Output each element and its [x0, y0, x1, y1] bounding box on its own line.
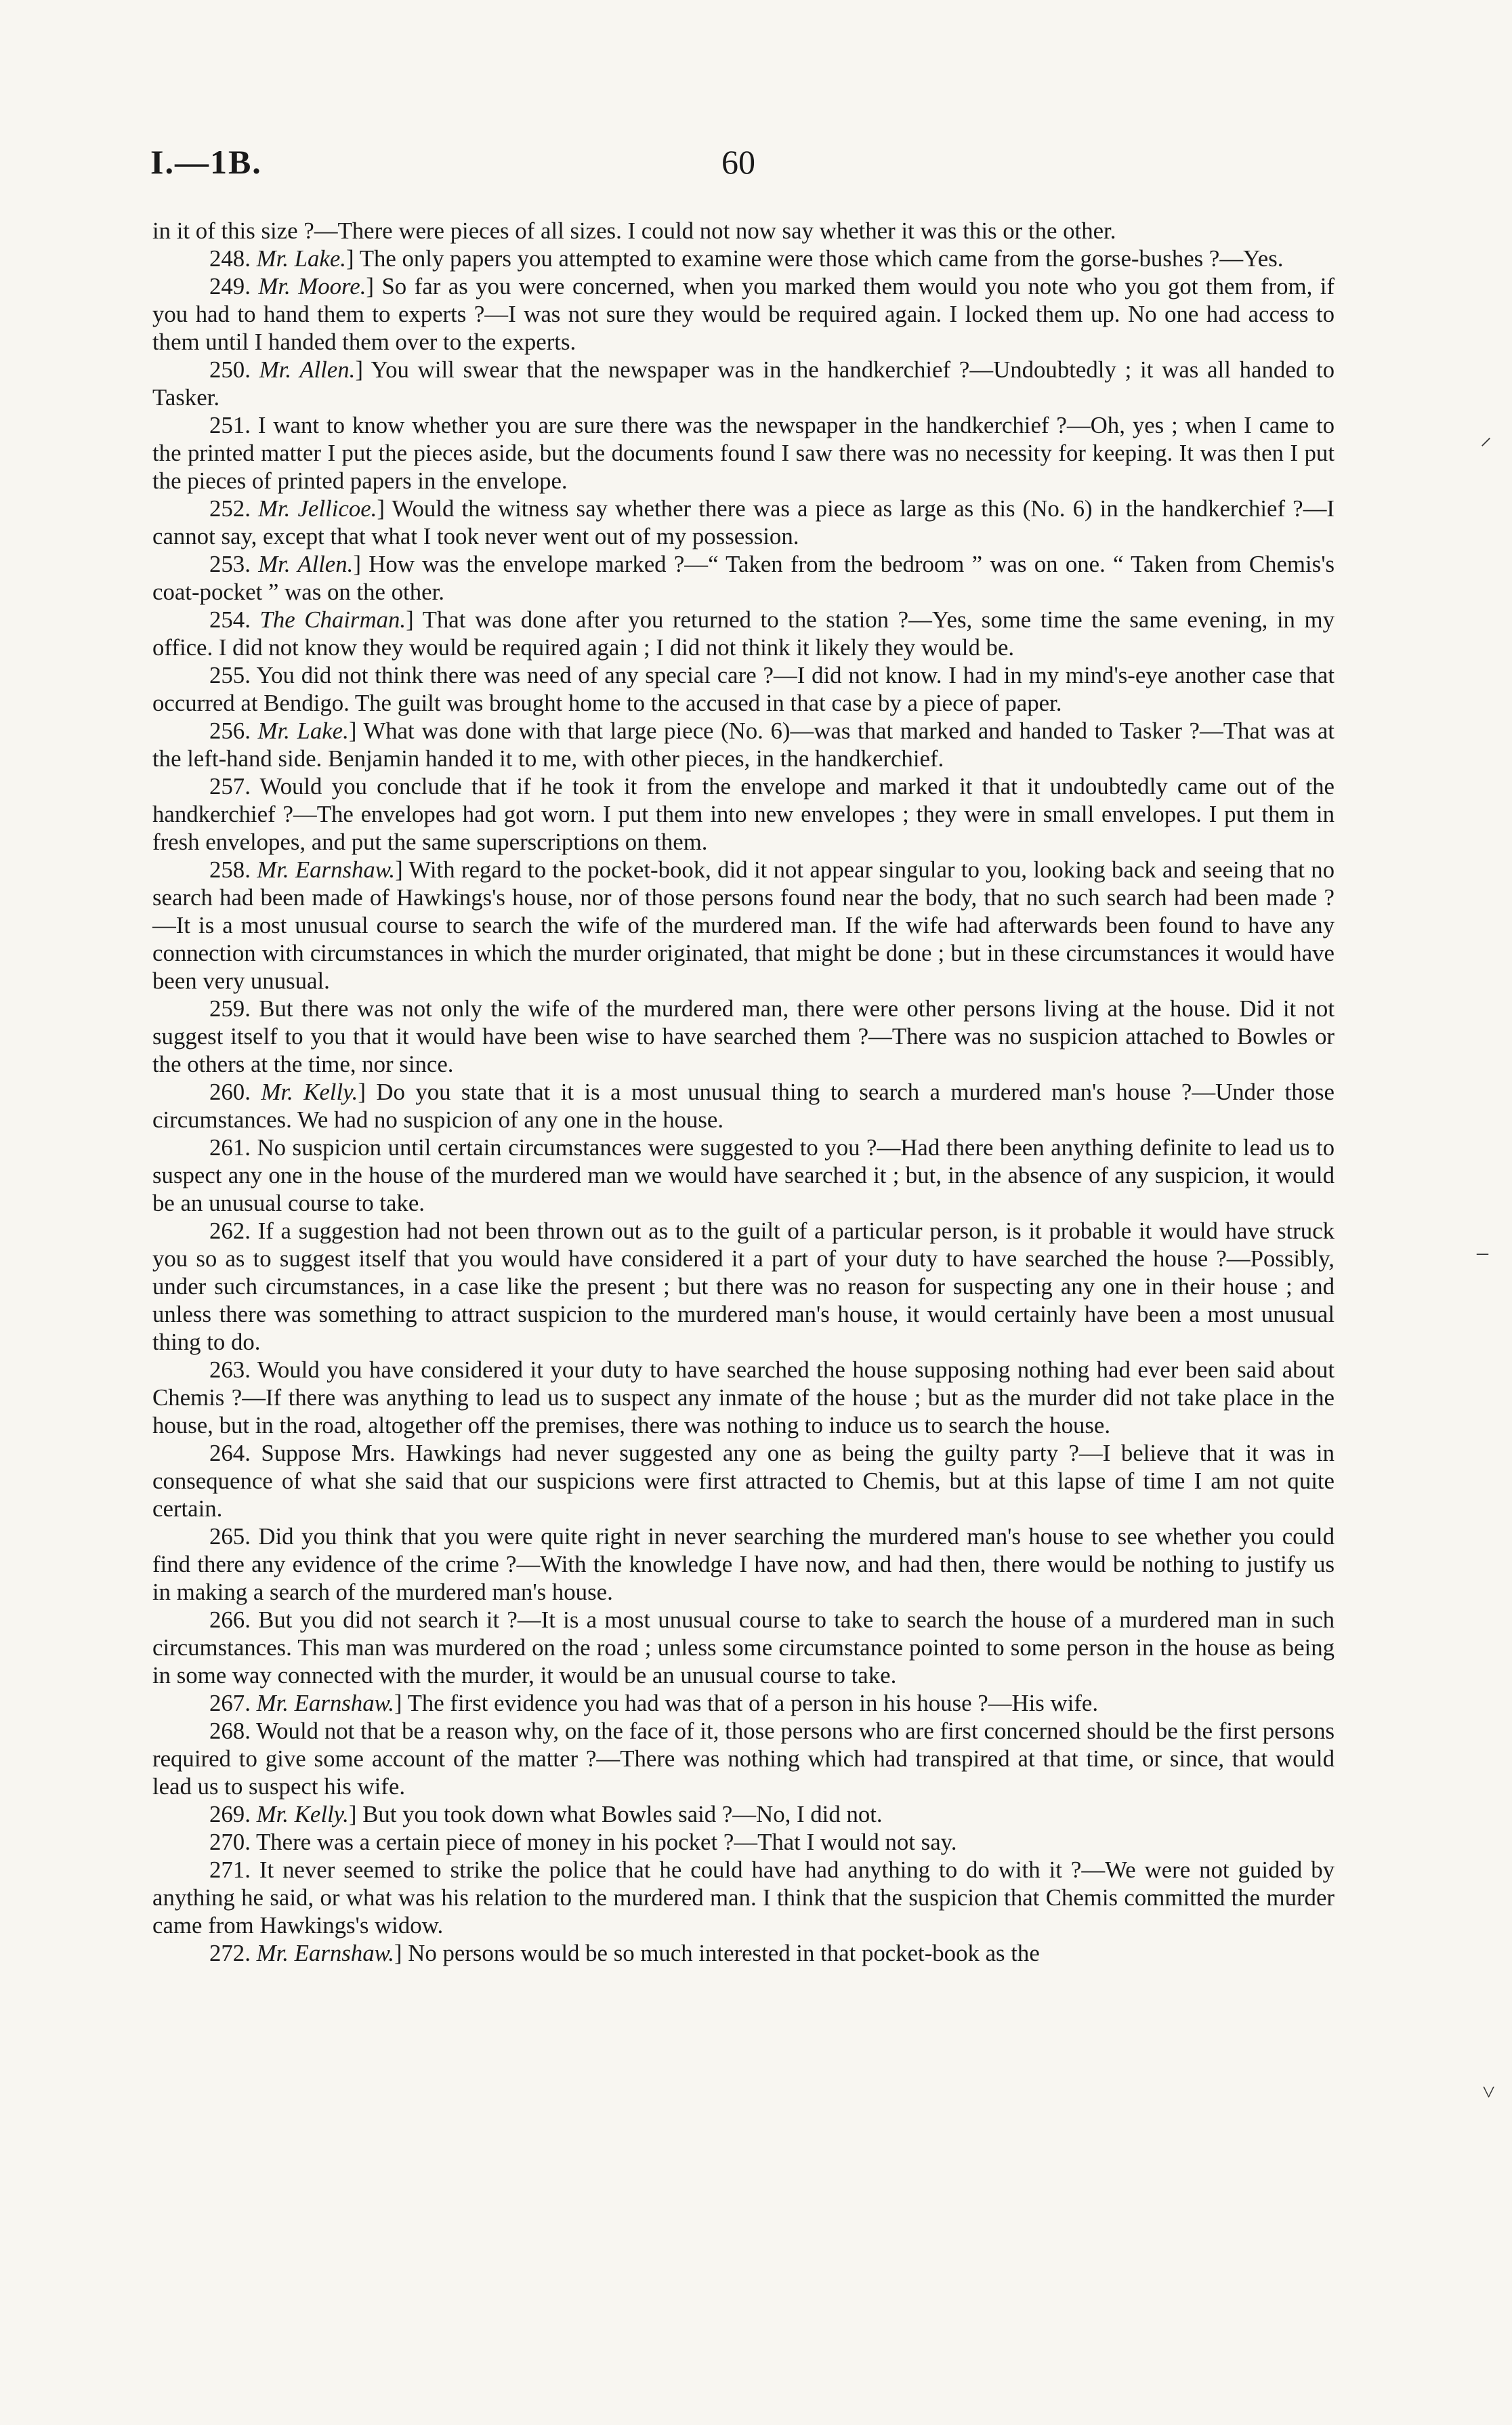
question-paragraph: 252. Mr. Jellicoe.] Would the witness say whether there was a piece as large as this (No. 6) in the handkerchief ?—I cannot say, except that what I took never went out of my possession. — [152, 495, 1335, 550]
speaker-name: Mr. Kelly. — [261, 1079, 358, 1105]
question-number: 251. — [209, 412, 258, 438]
question-paragraph — [152, 772, 1335, 856]
speaker-name: Mr. Moore. — [258, 273, 366, 299]
question-text: There was a certain piece of money in his pocket ?—That I would not say. — [255, 1829, 957, 1855]
question-text: You will swear that the newspaper was in the handkerchief ?—Undoubtedly ; it was all handed to Tasker. — [152, 356, 1335, 411]
speaker-name: Mr. Allen. — [259, 356, 356, 383]
question-paragraph — [152, 217, 1335, 245]
margin-mark: ˅ — [1482, 2080, 1496, 2105]
question-text: The first evidence you had was that of a person in his house ?—His wife. — [407, 1690, 1099, 1716]
speaker-name: Mr. Jellicoe. — [258, 495, 377, 522]
question-number: 272. — [209, 1940, 257, 1966]
question-text: No suspicion until certain circumstances were suggested to you ?—Had there been anything definite to lead us to suspect any one in the house of the murdered man we would have searched it ; but, in the absence of any suspicion, it would be an unusual course to take. — [152, 1134, 1335, 1216]
question-paragraph: 250. Mr. Allen.] You will swear that the newspaper was in the handkerchief ?—Undoubtedly ; it was all handed to Tasker. — [152, 356, 1335, 411]
document-page — [152, 142, 1335, 1967]
question-number: 255. — [209, 662, 257, 688]
question-number: 259. — [209, 995, 259, 1022]
question-number: 266. — [209, 1607, 259, 1633]
question-number: 269. — [209, 1801, 257, 1827]
question-number: 265. — [209, 1523, 259, 1550]
question-text: If a suggestion had not been thrown out as to the guilt of a particular person, is it probable it would have struck you so as to suggest itself that you would have considered it a part of your duty to have searched the house ?—Possibly, under such circumstances, in a case like the present ; but there was no reason for suspecting any one in their house ; and unless there was something to attract suspicion to the murdered man's house, it would certainly have been a most unusual thing to do. — [152, 1218, 1335, 1355]
question-text: I want to know whether you are sure there was the newspaper in the handkerchief ?—Oh, yes ; when I came to the printed matter I put the pieces aside, but the documents found I saw there was no necessity for keeping. It was then I put the pieces of printed papers in the envelope. — [152, 412, 1335, 494]
question-paragraph — [152, 1217, 1335, 1356]
question-text: How was the envelope marked ?—“ Taken from the bedroom ” was on one. “ Taken from Chemis's coat-pocket ” was on the other. — [152, 551, 1335, 605]
question-paragraph: 267. Mr. Earnshaw.] The first evidence you had was that of a person in his house ?—His wife. — [209, 1690, 1099, 1716]
question-text: Suppose Mrs. Hawkings had never suggested any one as being the guilty party ?—I believe that it was in consequence of what she said that our suspicions were first attracted to Chemis, but at this lapse of time I am not quite certain. — [152, 1440, 1335, 1522]
question-paragraph — [152, 1356, 1335, 1439]
question-paragraph — [152, 1439, 1335, 1522]
question-paragraph: 269. Mr. Kelly.] But you took down what Bowles said ?—No, I did not. — [209, 1801, 883, 1827]
speaker-name: Mr. Lake. — [257, 718, 349, 744]
question-paragraph: 253. Mr. Allen.] How was the envelope marked ?—“ Taken from the bedroom ” was on one. “ Taken from Chemis's coat-pocket ” was on the other. — [152, 551, 1335, 605]
question-text: Did you think that you were quite right in never searching the murdered man's house to see whether you could find there any evidence of the crime ?—With the knowledge I have now, and had then, there would be nothing to justify us in making a search of the murdered man's house. — [152, 1523, 1335, 1605]
question-text: With regard to the pocket-book, did it not appear singular to you, looking back and seeing that no search had been made of Hawkings's house, nor of those persons found near the body, that no such search had been made ?—It is a most unusual course to search the wife of the murdered man. If the wife had afterwards been found to have any connection with circumstances in which the murder originated, that might be done ; but in these circumstances it would have been very unusual. — [152, 856, 1335, 994]
question-text: Do you state that it is a most unusual thing to search a murdered man's house ?—Under those circumstances. We had no suspicion of any one in the house. — [152, 1079, 1335, 1133]
question-text: That was done after you returned to the station ?—Yes, some time the same evening, in my office. I did not know they would be required again ; I did not think it likely they would be. — [152, 606, 1335, 661]
question-number: 270. — [209, 1829, 256, 1855]
speaker-name: Mr. Lake. — [256, 245, 347, 272]
question-text: But you did not search it ?—It is a most unusual course to take to search the house of a murdered man in such circumstances. This man was murdered on the road ; unless some circumstance pointed to some person in the house as being in some way connected with the murder, it would be an unusual course to take. — [152, 1607, 1335, 1688]
question-number: 264. — [209, 1440, 261, 1466]
question-number: 254. — [209, 606, 260, 633]
margin-mark: – — [1477, 1240, 1488, 1265]
question-paragraph — [152, 661, 1335, 717]
question-paragraph — [152, 1522, 1335, 1606]
document-reference: I.—1B. — [150, 143, 262, 181]
page-header — [152, 142, 1335, 196]
question-text: Would the witness say whether there was a piece as large as this (No. 6) in the handkerchief ?—I cannot say, except that what I took never went out of my possession. — [152, 495, 1335, 550]
question-text: You did not think there was need of any special care ?—I did not know. I had in my mind's-eye another case that occurred at Bendigo. The guilt was brought home to the accused in that case by a piece of paper. — [152, 662, 1335, 716]
question-number: 257. — [209, 773, 260, 800]
question-paragraph: 272. Mr. Earnshaw.] No persons would be so much interested in that pocket-book as the — [209, 1940, 1040, 1966]
speaker-name: Mr. Kelly. — [256, 1801, 349, 1827]
question-text: But there was not only the wife of the murdered man, there were other persons living at the house. Did it not suggest itself to you that it would have been wise to have searched them ?—There was no suspicion attached to Bowles or the others at the time, nor since. — [152, 995, 1335, 1077]
question-number: 258. — [209, 856, 257, 883]
question-paragraph: 249. Mr. Moore.] So far as you were concerned, when you marked them would you note who you got them from, if you had to hand them to experts ?—I was not sure they would be required again. I locked them up. No one had access to them until I handed them over to the experts. — [152, 273, 1335, 355]
speaker-name: Mr. Earnshaw. — [256, 1690, 394, 1716]
question-text: So far as you were concerned, when you marked them would you note who you got them from, if you had to hand them to experts ?—I was not sure they would be required again. I locked them up. No one had access to them until I handed them over to the experts. — [152, 273, 1335, 355]
question-text: Would not that be a reason why, on the face of it, those persons who are first concerned should be the first persons required to give some account of the matter ?—There was nothing which had transpired at that time, or since, that would lead us to suspect his wife. — [152, 1718, 1335, 1800]
speaker-name: The Chairman. — [259, 606, 406, 633]
question-number: 252. — [209, 495, 258, 522]
question-text: But you took down what Bowles said ?—No, I did not. — [362, 1801, 883, 1827]
question-number: 268. — [209, 1718, 257, 1744]
question-number: 260. — [209, 1079, 261, 1105]
question-number: 256. — [209, 718, 258, 744]
question-text: No persons would be so much interested in that pocket-book as the — [408, 1940, 1040, 1966]
question-number: 261. — [209, 1134, 257, 1161]
question-paragraph: 248. Mr. Lake.] The only papers you attempted to examine were those which came from the gorse-bushes ?—Yes. — [209, 245, 1284, 272]
transcript-body — [152, 217, 1335, 1967]
question-paragraph: 254. The Chairman.] That was done after you returned to the station ?—Yes, some time the same evening, in my office. I did not know they would be required again ; I did not think it likely they would be. — [152, 606, 1335, 661]
question-number: 262. — [209, 1218, 258, 1244]
question-number: 263. — [209, 1356, 257, 1383]
question-paragraph — [152, 1856, 1335, 1939]
question-paragraph: 260. Mr. Kelly.] Do you state that it is a most unusual thing to search a murdered man's house ?—Under those circumstances. We had no suspicion of any one in the house. — [152, 1079, 1335, 1133]
question-number: 253. — [209, 551, 259, 577]
speaker-name: Mr. Allen. — [258, 551, 354, 577]
question-number: 249. — [209, 273, 259, 299]
question-text: Would you conclude that if he took it from the envelope and marked it that it undoubtedly came out of the handkerchief ?—The envelopes had got worn. I put them into new envelopes ; they were in small envelopes. I put them in fresh envelopes, and put the same superscriptions on them. — [152, 773, 1335, 855]
margin-mark: ⸝ — [1480, 425, 1492, 450]
question-paragraph — [152, 411, 1335, 495]
question-paragraph: 256. Mr. Lake.] What was done with that large piece (No. 6)—was that marked and handed to Tasker ?—That was at the left-hand side. Benjamin handed it to me, with other pieces, in the handkerchief. — [152, 718, 1335, 772]
page-number: 60 — [721, 143, 755, 181]
question-text: in it of this size ?—There were pieces of all sizes. I could not now say whether it was this or the other. — [152, 217, 1116, 244]
question-number: 267. — [209, 1690, 257, 1716]
question-paragraph — [152, 1134, 1335, 1217]
question-number: 271. — [209, 1857, 259, 1883]
question-paragraph — [152, 1717, 1335, 1800]
question-text: The only papers you attempted to examine were those which came from the gorse-bushes ?—Yes. — [359, 245, 1284, 272]
question-paragraph — [152, 1606, 1335, 1689]
question-paragraph: 258. Mr. Earnshaw.] With regard to the pocket-book, did it not appear singular to you, looking back and seeing that no search had been made of Hawkings's house, nor of those persons found near the body, that no such search had been made ?—It is a most unusual course to search the wife of the murdered man. If the wife had afterwards been found to have any connection with circumstances in which the murder originated, that might be done ; but in these circumstances it would have been very unusual. — [152, 856, 1335, 994]
question-paragraph — [152, 995, 1335, 1078]
question-text: It never seemed to strike the police that he could have had anything to do with it ?—We were not guided by anything he said, or what was his relation to the murdered man. I think that the suspicion that Chemis committed the murder came from Hawkings's widow. — [152, 1857, 1335, 1939]
speaker-name: Mr. Earnshaw. — [256, 1940, 394, 1966]
question-paragraph — [152, 1828, 1335, 1856]
question-number: 248. — [209, 245, 257, 272]
question-text: What was done with that large piece (No. 6)—was that marked and handed to Tasker ?—That was at the left-hand side. Benjamin handed it to me, with other pieces, in the handkerchief. — [152, 718, 1335, 772]
question-text: Would you have considered it your duty to have searched the house supposing nothing had ever been said about Chemis ?—If there was anything to lead us to suspect any inmate of the house ; but as the murder did not take place in the house, but in the road, altogether off the premises, there was nothing to induce us to search the house. — [152, 1356, 1335, 1438]
speaker-name: Mr. Earnshaw. — [257, 856, 396, 883]
question-number: 250. — [209, 356, 259, 383]
